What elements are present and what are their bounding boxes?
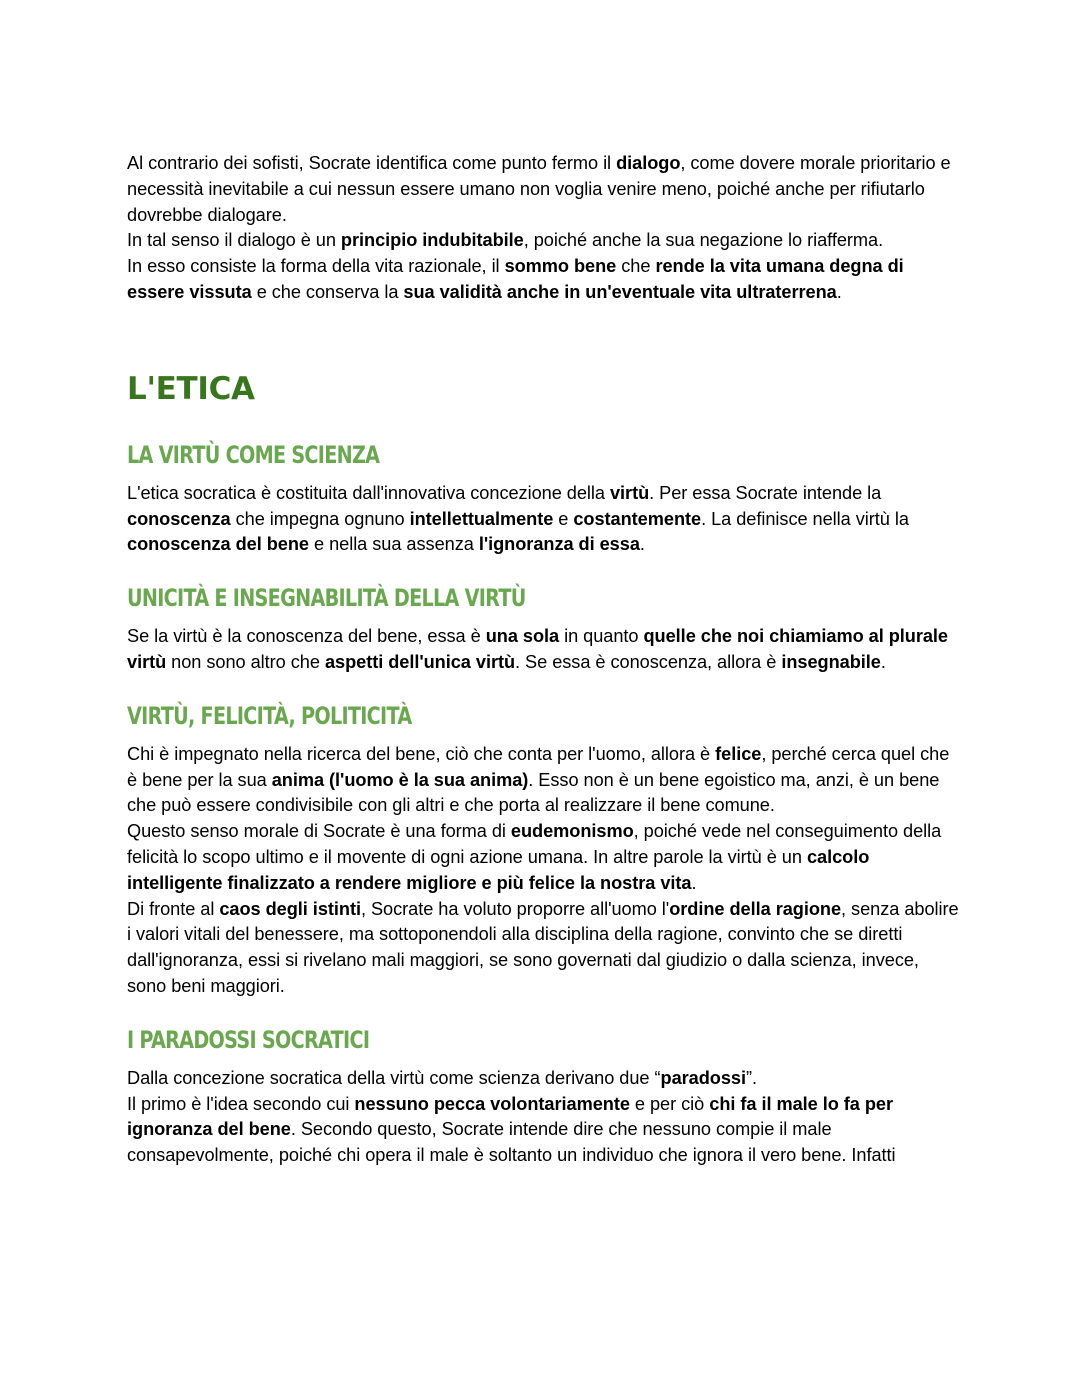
bold-text-run: nessuno pecca volontariamente	[354, 1093, 630, 1114]
text-run: . Esso non è un bene egoistico ma, anzi, è un bene che può essere condivisibile con gli altri e che porta al realizzare il bene comune.	[127, 769, 940, 816]
section-felicita-paragraph-2	[127, 819, 962, 896]
bold-text-run: felice	[715, 743, 762, 764]
text-run: e per ciò	[629, 1093, 710, 1114]
intro-paragraph-1	[127, 151, 962, 228]
text-run: che	[616, 256, 656, 277]
section-virtu-scienza-paragraph	[127, 481, 962, 558]
text-run: L'etica socratica è costituita dall'innovativa concezione della	[127, 482, 610, 503]
intro-paragraph-2	[127, 228, 962, 254]
text-run: e	[553, 508, 574, 529]
text-run: , perché cerca quel che è bene per la sua	[127, 743, 950, 790]
bold-text-run: sua validità anche in un'eventuale vita ultraterrena	[403, 281, 837, 302]
text-run: In esso consiste la forma della vita razionale, il	[127, 256, 505, 277]
document-page	[127, 151, 962, 1169]
text-run: , poiché anche la sua negazione lo riafferma.	[523, 230, 884, 251]
section-felicita-paragraph-3	[127, 897, 962, 1000]
section-unicita-paragraph	[127, 624, 962, 676]
bold-text-run: costantemente	[573, 508, 702, 529]
text-run: , Socrate ha voluto proporre all'uomo l'	[360, 898, 670, 919]
bold-text-run: principio indubitabile	[340, 230, 524, 251]
bold-text-run: aspetti dell'unica virtù	[324, 651, 516, 672]
text-run: Di fronte al	[127, 898, 220, 919]
text-run: . Per essa Socrate intende la	[649, 482, 882, 503]
bold-text-run: paradossi	[660, 1067, 746, 1088]
bold-text-run: virtù	[609, 482, 650, 503]
text-run: in quanto	[559, 626, 644, 647]
bold-text-run: anima (l'uomo è la sua anima)	[271, 769, 529, 790]
bold-text-run: caos degli istinti	[219, 898, 361, 919]
bold-text-run: dialogo	[616, 153, 681, 173]
section-title-paradossi: I PARADOSSI SOCRATICI	[127, 1025, 370, 1054]
text-run: e nella sua assenza	[309, 534, 479, 555]
bold-text-run: insegnabile	[781, 651, 881, 672]
text-run: . La definisce nella virtù la	[701, 508, 909, 529]
text-run: Al contrario dei sofisti, Socrate identifica come punto fermo il	[127, 153, 617, 173]
bold-text-run: conoscenza	[127, 508, 231, 529]
bold-text-run: calcolo intelligente finalizzato a rendere migliore e più felice la nostra vita	[127, 846, 870, 893]
text-run: .	[639, 534, 645, 555]
bold-text-run: quelle che noi chiamiamo al plurale virtù	[127, 626, 948, 672]
text-run: In tal senso il dialogo è un	[127, 230, 341, 251]
bold-text-run: ordine della ragione	[669, 898, 842, 919]
text-run: .	[691, 872, 697, 893]
text-run: che impegna ognuno	[230, 508, 410, 529]
section-paradossi-paragraph-2	[127, 1092, 962, 1169]
chapter-title: L'ETICA	[127, 370, 255, 407]
bold-text-run: l'ignoranza di essa	[478, 534, 640, 555]
intro-paragraph-3	[127, 254, 962, 306]
text-run: Il primo è l'idea secondo cui	[127, 1093, 355, 1114]
text-run: .	[880, 651, 886, 672]
text-run: , senza abolire i valori vitali del benessere, ma sottoponendoli alla disciplina della ragione, convinto che se diretti dall'ignoranza, essi si rivelano mali maggiori, se sono governati dal giudizio o dalla scienza, invece, sono beni maggiori.	[127, 898, 959, 996]
text-run: Dalla concezione socratica della virtù come scienza derivano due “	[127, 1067, 661, 1088]
section-felicita-paragraph-1	[127, 742, 962, 819]
text-run: . Se essa è conoscenza, allora è	[515, 651, 782, 672]
text-run: Questo senso morale di Socrate è una forma di	[127, 821, 511, 842]
bold-text-run: eudemonismo	[510, 821, 634, 842]
text-run: ”.	[746, 1067, 758, 1088]
text-run: Chi è impegnato nella ricerca del bene, ciò che conta per l'uomo, allora è	[127, 743, 716, 764]
bold-text-run: intellettualmente	[409, 508, 554, 529]
text-run: , come dovere morale prioritario e necessità inevitabile a cui nessun essere umano non voglia venire meno, poiché anche per rifiutarlo dovrebbe dialogare.	[127, 153, 951, 225]
text-run: .	[836, 281, 842, 302]
text-run: , poiché vede nel conseguimento della felicità lo scopo ultimo e il movente di ogni azione umana. In altre parole la virtù è un	[127, 821, 942, 867]
section-paradossi-paragraph-1	[127, 1066, 962, 1092]
text-run: e che conserva la	[251, 281, 404, 302]
bold-text-run: sommo bene	[504, 256, 617, 277]
bold-text-run: chi fa il male lo fa per ignoranza del bene	[127, 1093, 894, 1140]
text-run: non sono altro che	[166, 651, 325, 672]
bold-text-run: conoscenza del bene	[127, 534, 309, 555]
section-title-unicita: UNICITÀ E INSEGNABILITÀ DELLA VIRTÙ	[127, 584, 526, 613]
text-run: . Secondo questo, Socrate intende dire che nessuno compie il male consapevolmente, poiché chi opera il male è soltanto un individuo che ignora il vero bene. Infatti	[127, 1119, 896, 1166]
section-title-virtu-scienza: LA VIRTÙ COME SCIENZA	[127, 440, 380, 469]
section-title-felicita: VIRTÙ, FELICITÀ, POLITICITÀ	[127, 701, 412, 730]
text-run: Se la virtù è la conoscenza del bene, essa è	[127, 626, 486, 647]
bold-text-run: rende la vita umana degna di essere vissuta	[127, 256, 904, 302]
bold-text-run: una sola	[485, 626, 560, 647]
